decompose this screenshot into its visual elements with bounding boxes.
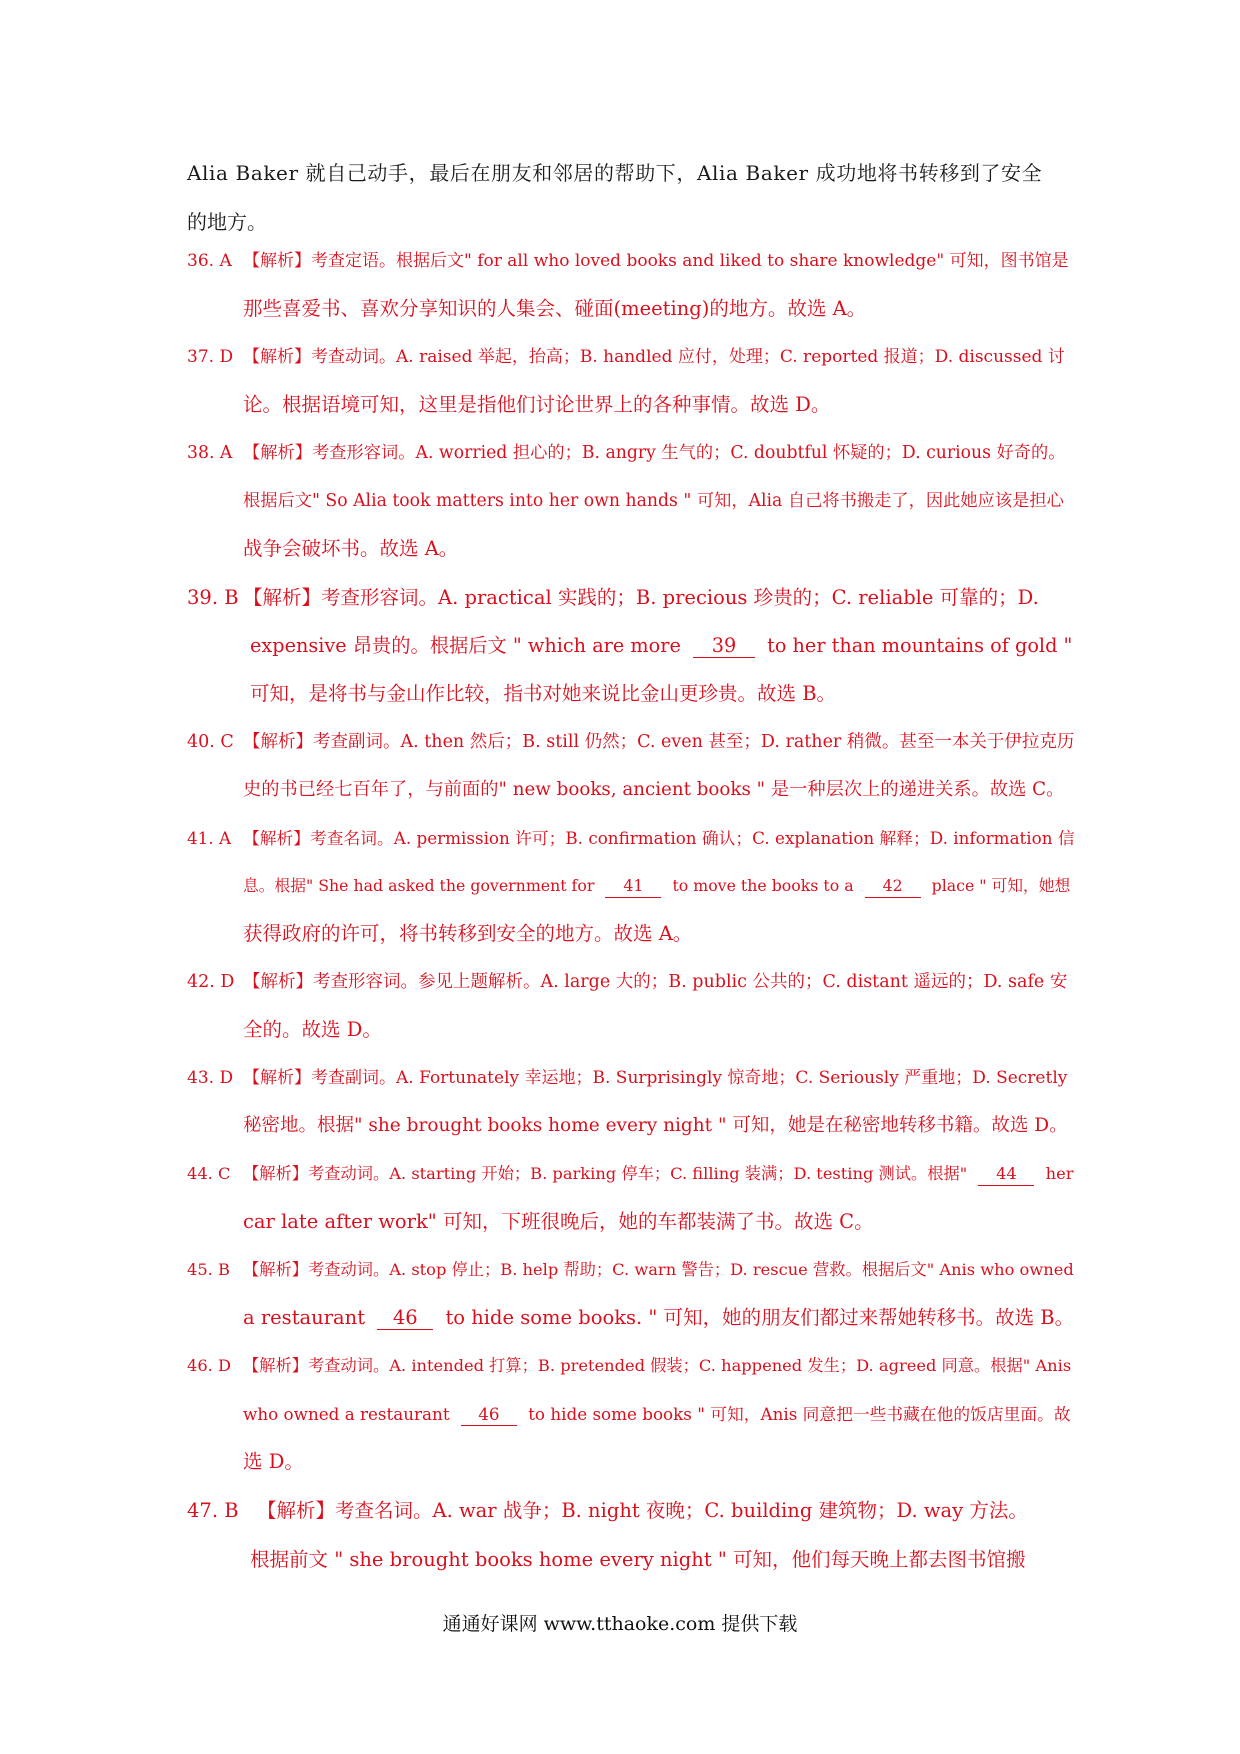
item-number: 38. A (187, 443, 233, 463)
item-number: 46. D (187, 1356, 232, 1375)
item-text: to her than mountains of gold " (767, 634, 1073, 657)
item-number: 43. D (187, 1068, 234, 1088)
item-text: 【解析】考查形容词。A. practical 实践的；B. precious 珍贵的；C. reliable 可靠的；D. (243, 586, 1039, 609)
item-37-line-2: 论。根据语境可知，这里是指他们讨论世界上的各种事情。故选 D。 (243, 393, 831, 416)
item-44-line-2: car late after work" 可知，下班很晚后，她的车都装满了书。故选 C。 (243, 1210, 874, 1233)
item-text: 息。根据" She had asked the government for (243, 876, 595, 895)
item-46-line-3: 选 D。 (243, 1450, 304, 1473)
item-40-line-2: 史的书已经七百年了，与前面的" new books, ancient books " 是一种层次上的递进关系。故选 C。 (243, 779, 1065, 800)
item-45-line-2 (243, 1304, 1074, 1332)
item-text: 【解析】考查形容词。参见上题解析。A. large 大的；B. public 公共的；C. distant 遥远的；D. safe 安 (243, 972, 1068, 992)
item-41-line-3: 获得政府的许可，将书转移到安全的地方。故选 A。 (243, 922, 693, 945)
answer-blank: 42 (865, 875, 921, 898)
item-36-line-1 (187, 247, 1069, 275)
item-number: 42. D (187, 972, 235, 992)
item-41-line-1 (187, 824, 1075, 852)
item-text: 【解析】考查形容词。A. worried 担心的；B. angry 生气的；C. doubtful 怀疑的；D. curious 好奇的。 (243, 443, 1066, 463)
item-43-line-1 (187, 1064, 1067, 1092)
item-text: 【解析】考查动词。A. stop 停止；B. help 帮助；C. warn 警告；D. rescue 营救。根据后文" Anis who owned (243, 1260, 1074, 1279)
item-text: 【解析】考查副词。A. Fortunately 幸运地；B. Surprisingly 惊奇地；C. Seriously 严重地；D. Secretly (243, 1068, 1068, 1088)
item-39-line-3: 可知，是将书与金山作比较，指书对她来说比金山更珍贵。故选 B。 (250, 682, 837, 705)
item-number: 37. D (187, 347, 234, 367)
item-36-line-2: 那些喜爱书、喜欢分享知识的人集会、碰面(meeting)的地方。故选 A。 (243, 297, 867, 320)
item-38-line-1 (187, 439, 1065, 467)
item-42-line-1 (187, 968, 1067, 996)
answer-blank: 44 (978, 1163, 1034, 1186)
item-text: expensive 昂贵的。根据后文 " which are more (250, 634, 681, 657)
item-39-line-2 (250, 632, 1072, 660)
item-text: 【解析】考查名词。A. permission 许可；B. confirmation 确认；C. explanation 解释；D. information 信 (243, 828, 1075, 848)
answer-blank: 39 (693, 635, 755, 658)
item-number: 47. B (187, 1499, 239, 1522)
item-text: place " 可知，她想 (931, 876, 1071, 895)
item-text: 【解析】考查副词。A. then 然后；B. still 仍然；C. even 甚至；D. rather 稍微。甚至一本关于伊拉克历 (243, 732, 1075, 752)
intro-line-2: 的地方。 (187, 210, 267, 234)
item-37-line-1 (187, 343, 1065, 371)
item-47-line-1 (187, 1497, 1028, 1525)
item-text: a restaurant (243, 1306, 366, 1329)
item-44-line-1 (187, 1160, 1073, 1188)
answer-blank: 46 (377, 1307, 433, 1330)
item-text: to move the books to a (672, 876, 854, 895)
answer-blank: 41 (605, 875, 661, 898)
item-text: 【解析】考查名词。A. war 战争；B. night 夜晚；C. building 建筑物；D. way 方法。 (257, 1499, 1028, 1522)
item-text: to hide some books " 可知，Anis 同意把一些书藏在他的饭店里面。故 (528, 1404, 1071, 1424)
item-41-line-2 (243, 872, 1070, 900)
item-text: her (1045, 1164, 1074, 1183)
item-text: 【解析】考查动词。A. starting 开始；B. parking 停车；C. filling 装满；D. testing 测试。根据" (243, 1164, 968, 1183)
item-46-line-2 (243, 1400, 1071, 1428)
item-text: 【解析】考查动词。A. intended 打算；B. pretended 假装；C. happened 发生；D. agreed 同意。根据" Anis (243, 1356, 1072, 1375)
item-text: who owned a restaurant (243, 1404, 450, 1424)
item-42-line-2: 全的。故选 D。 (243, 1018, 382, 1041)
item-number: 44. C (187, 1164, 231, 1183)
page-footer: 通通好课网 www.tthaoke.com 提供下载 (442, 1613, 798, 1635)
item-40-line-1 (187, 728, 1074, 756)
item-number: 40. C (187, 732, 234, 752)
item-38-line-3: 战争会破坏书。故选 A。 (243, 537, 459, 560)
item-text: 【解析】考查定语。根据后文" for all who loved books and liked to share knowledge" 可知，图书馆是 (243, 251, 1069, 271)
item-47-line-2: 根据前文 " she brought books home every night " 可知，他们每天晚上都去图书馆搬 (250, 1548, 1026, 1571)
item-39-line-1 (187, 584, 1039, 612)
answer-blank: 46 (461, 1403, 517, 1426)
item-number: 41. A (187, 828, 232, 848)
item-38-line-2: 根据后文" So Alia took matters into her own hands " 可知，Alia 自己将书搬走了，因此她应该是担心 (243, 491, 1064, 511)
item-text: 【解析】考查动词。A. raised 举起，抬高；B. handled 应付，处理；C. reported 报道；D. discussed 讨 (243, 347, 1065, 367)
item-number: 45. B (187, 1260, 230, 1279)
item-45-line-1 (187, 1256, 1074, 1284)
item-46-line-1 (187, 1352, 1071, 1380)
item-43-line-2: 秘密地。根据" she brought books home every night " 可知，她是在秘密地转移书籍。故选 D。 (243, 1115, 1068, 1136)
item-number: 36. A (187, 251, 232, 271)
item-text: to hide some books. " 可知，她的朋友们都过来帮她转移书。故选 B。 (445, 1306, 1075, 1329)
item-number: 39. B (187, 586, 239, 609)
intro-line-1: Alia Baker 就自己动手，最后在朋友和邻居的帮助下，Alia Baker 成功地将书转移到了安全 (187, 161, 1043, 185)
